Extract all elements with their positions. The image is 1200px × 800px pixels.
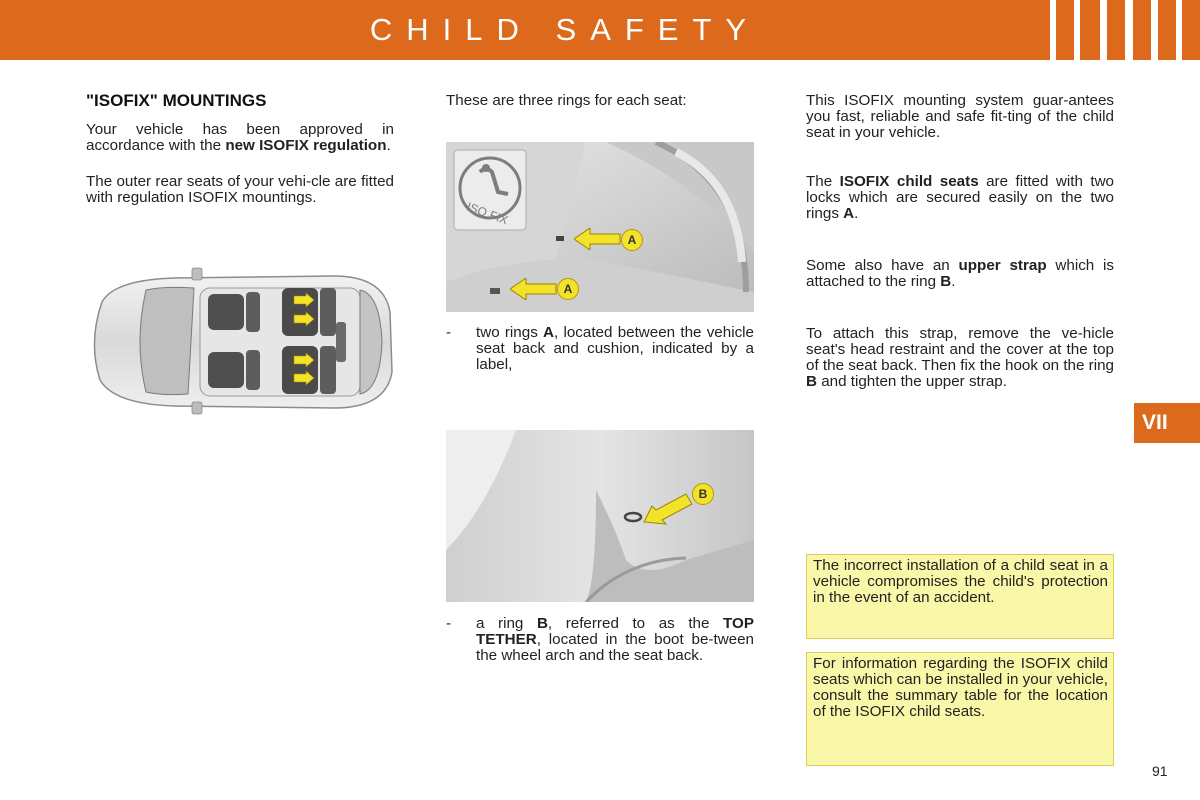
page-number: 91 (1152, 763, 1168, 779)
isofix-label-text: ISO FIX (464, 199, 510, 228)
header-stripe (1176, 0, 1182, 60)
page-header (0, 0, 1200, 60)
callout-a-badge: A (557, 278, 579, 300)
warning-note: The incorrect installation of a child seat in a vehicle compromises the child's protection in the event of an accident. (806, 554, 1114, 639)
page-title: CHILD SAFETY (369, 12, 761, 47)
bullet-rings-a (446, 325, 756, 377)
section-heading: "ISOFIX" MOUNTINGS (86, 91, 267, 110)
header-stripe (1050, 0, 1056, 60)
header-stripe (1100, 0, 1107, 60)
ring-a-arrow-icon (510, 278, 558, 305)
seat-isofix-photo (446, 142, 754, 312)
info-note: For information regarding the ISOFIX child seats which can be installed in your vehicle, consult the summary table for the location of the ISOFIX child seats. (806, 652, 1114, 766)
intro-paragraph: Your vehicle has been approved in accordance with the new ISOFIX regulation. (86, 121, 394, 154)
chapter-tab[interactable]: VII (1134, 403, 1200, 443)
bullet-text: two rings A, located between the vehicle seat back and cushion, indicated by a label, (476, 324, 754, 373)
car-top-view-illustration (84, 262, 396, 420)
top-tether-photo (446, 430, 754, 602)
header-stripe (1125, 0, 1133, 60)
header-stripe (1151, 0, 1158, 60)
rings-intro: These are three rings for each seat: (446, 92, 687, 109)
callout-a-badge: A (621, 229, 643, 251)
system-paragraph: This ISOFIX mounting system guar-antees you fast, reliable and safe fit-ting of the child seat in your vehicle. (806, 92, 1114, 141)
ring-a-arrow-icon (574, 228, 622, 255)
ring-b-arrow-icon (642, 492, 694, 531)
bullet-dash: - (446, 324, 452, 341)
bullet-dash: - (446, 615, 452, 632)
bullet-text: a ring B, referred to as the TOP TETHER, located in the boot be-tween the wheel arch and the seat back. (476, 615, 754, 664)
child-seats-paragraph: The ISOFIX child seats are fitted with two locks which are secured easily on the two rings A. (806, 173, 1115, 222)
rear-seats-paragraph: The outer rear seats of your vehi-cle are fitted with regulation ISOFIX mountings. (86, 173, 394, 206)
callout-b-badge: B (692, 483, 714, 505)
header-stripe (1074, 0, 1080, 60)
upper-strap-paragraph: Some also have an upper strap which is attached to the ring B. (806, 257, 1114, 290)
attach-strap-paragraph: To attach this strap, remove the ve-hicle seat's head restraint and the cover at the top of the seat back. Then fix the hook on the ring B and tighten the upper strap. (806, 325, 1114, 390)
bullet-ring-b (446, 616, 756, 684)
